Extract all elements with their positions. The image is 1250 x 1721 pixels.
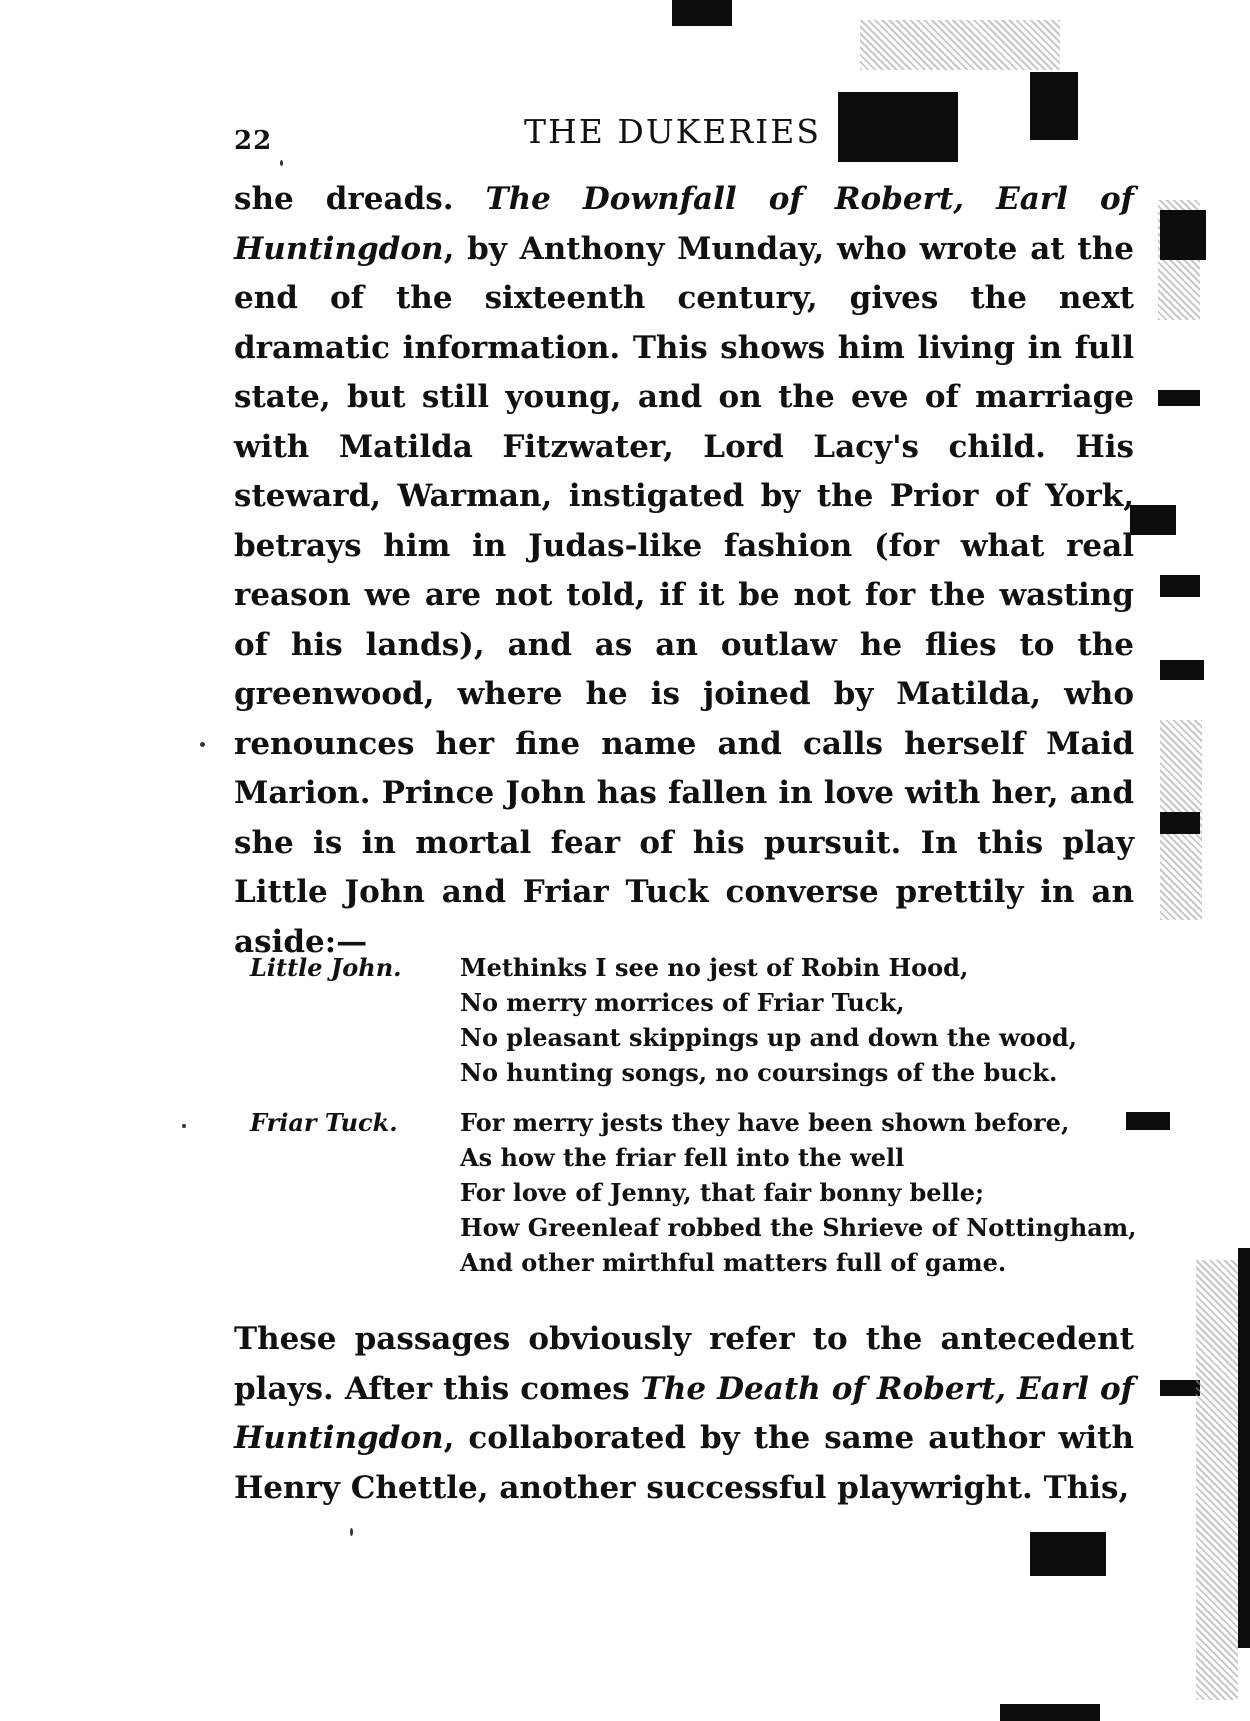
binding-mark-4: [1160, 575, 1200, 597]
speck: [182, 1124, 186, 1128]
body-paragraph-1: [234, 175, 1134, 967]
page-header: [234, 112, 1134, 160]
verse-line: For love of Jenny, that fair bonny belle;: [460, 1178, 984, 1207]
verse-line: As how the friar fell into the well: [460, 1143, 905, 1172]
binding-mark-6: [1160, 812, 1200, 834]
speaker-name: Friar Tuck.: [250, 1108, 398, 1137]
scan-smudge-footer: [1000, 1704, 1100, 1721]
verse-line: No merry morrices of Friar Tuck,: [460, 988, 905, 1017]
body-paragraph-2: [234, 1315, 1134, 1513]
verse-line: How Greenleaf robbed the Shrieve of Nottingham,: [460, 1213, 1137, 1242]
binding-mark-5: [1160, 660, 1204, 680]
scan-grain-right-3: [1196, 1260, 1238, 1700]
scan-smudge-top: [672, 0, 732, 26]
binding-mark-9: [1160, 1380, 1200, 1396]
verse-line: For merry jests they have been shown before,: [460, 1108, 1070, 1137]
speaker-name: Little John.: [250, 953, 402, 982]
speck: [280, 160, 283, 166]
verse-line: No pleasant skippings up and down the wood,: [460, 1023, 1077, 1052]
verse-line: And other mirthful matters full of game.: [460, 1248, 1007, 1277]
scan-smudge-bottom: [1030, 1532, 1106, 1576]
running-head: THE DUKERIES: [524, 112, 821, 151]
paragraph-text: , by Anthony Munday, who wrote at the end of the sixteenth century, gives the next dramatic information. This shows him living in full state, but still young, and on the eve of marriage with Matilda Fitzwater, Lord Lacy's child. His steward, Warman, instigated by the Prior of York, betrays him in Judas-like fashion (for what real reason we are not told, if it be not for the wasting of his lands), and as an outlaw he flies to the greenwood, where he is joined by Matilda, who renounces her fine name and calls herself Maid Marion. Prince John has fallen in love with her, and she is in mortal fear of his pursuit. In this play Little John and Friar Tuck converse prettily in an aside:—: [234, 230, 1134, 960]
verse-lines: [460, 1105, 1137, 1280]
book-title-death: The Death of Robert, Earl of Huntingdon: [234, 1370, 1134, 1456]
speck: [350, 1528, 353, 1536]
page-number: 22: [234, 126, 273, 156]
scan-grain-top: [860, 20, 1060, 70]
paragraph-text: These passages obviously refer to the antecedent plays. After this comes: [234, 1321, 1134, 1407]
paragraph-text: she dreads.: [234, 181, 486, 217]
book-title-downfall: The Downfall of Robert, Earl of Huntingdon: [234, 181, 1134, 267]
verse-line: Methinks I see no jest of Robin Hood,: [460, 953, 969, 982]
verse-lines: [460, 950, 1077, 1090]
binding-mark-1: [1160, 210, 1206, 260]
binding-mark-3: [1130, 505, 1176, 535]
binding-mark-8: [1238, 1248, 1250, 1648]
verse-line: No hunting songs, no coursings of the buck.: [460, 1058, 1058, 1087]
binding-mark-2: [1158, 390, 1200, 406]
paragraph-text: , collaborated by the same author with Henry Chettle, another successful playwright. This,: [234, 1420, 1134, 1506]
speck: [200, 742, 205, 747]
